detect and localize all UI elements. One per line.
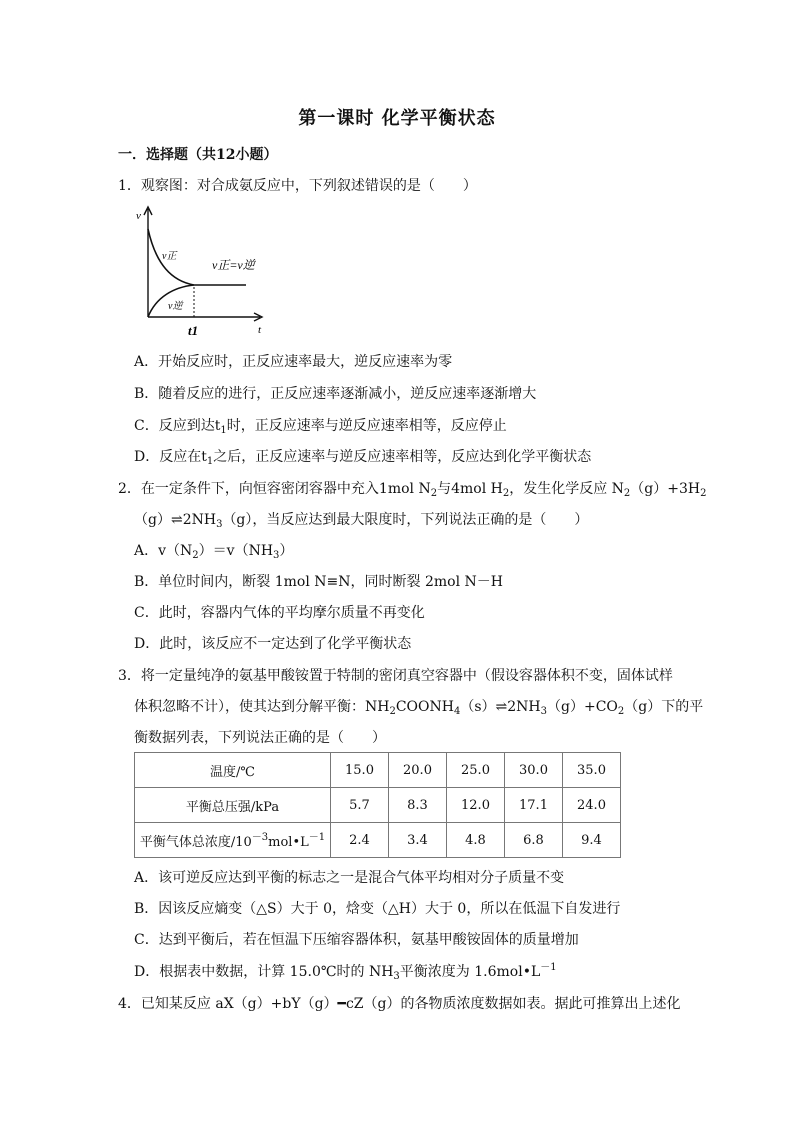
table-cell: 平衡总压强/kPa <box>135 788 331 823</box>
question-2-option-a: A．$v(N_2)=v(NH_3)$ <box>134 543 294 561</box>
table-cell: 8.3 <box>389 788 447 823</box>
table-cell: 17.1 <box>505 788 563 823</box>
question-3-stem-line-2: 体积忽略不计），使其达到分解平衡：$NH_2COONH_4(s)\rightleftharpoons 2NH_3(g)+CO_2(g)$下的平 <box>134 699 704 717</box>
question-2-option-d: D．此时，该反应不一定达到了化学平衡状态 <box>134 636 412 652</box>
graph-y-label: v <box>136 210 141 222</box>
question-1-option-b: B．随着反应的进行，正反应速率逐渐减小，逆反应速率逐渐增大 <box>134 386 537 402</box>
table-row <box>135 788 621 823</box>
question-3-stem-line-1: 3．将一定量纯净的氨基甲酸铵置于特制的密闭真空容器中（假设容器体积不变，固体试样 <box>118 668 673 684</box>
table-cell: 25.0 <box>447 753 505 788</box>
question-3-option-d: D．根据表中数据，计算 15.0℃时的 $NH_3$平衡浓度为 $1.6mol•L^{-1}$ <box>134 962 557 982</box>
question-2-stem-line-1: 2．在一定条件下，向恒容密闭容器中充入1mol $N_2$与4mol $H_2$，发生化学反应 $N_2(g)+3H_2$ <box>118 481 707 499</box>
table-cell: 5.7 <box>331 788 389 823</box>
section-heading: 一．选择题（共12小题） <box>118 147 278 163</box>
page-title: 第一课时 化学平衡状态 <box>298 108 496 129</box>
table-cell: 30.0 <box>505 753 563 788</box>
question-1-stem: 1．观察图：对合成氨反应中，下列叙述错误的是（ ） <box>118 178 477 194</box>
question-3-option-b: B．因该反应熵变（△S）大于 0，焓变（△H）大于 0，所以在低温下自发进行 <box>134 901 621 917</box>
question-4-stem-line-1: 4．已知某反应 aX（g）+bY（g）━cZ（g）的各物质浓度数据如表。据此可推算出上述化 <box>118 996 681 1012</box>
t1-label: t1 <box>188 323 199 338</box>
table-cell: 9.4 <box>563 823 621 858</box>
table-cell: 6.8 <box>505 823 563 858</box>
graph-x-label: t <box>258 324 262 336</box>
forward-rate-label: v正 <box>162 251 177 262</box>
question-3-option-c: C．达到平衡后，若在恒温下压缩容器体积，氨基甲酸铵固体的质量增加 <box>134 932 579 948</box>
table-cell: 3.4 <box>389 823 447 858</box>
reverse-rate-label: v逆 <box>168 301 183 312</box>
table-cell: 35.0 <box>563 753 621 788</box>
table-cell: 15.0 <box>331 753 389 788</box>
question-3-stem-line-3: 衡数据列表，下列说法正确的是（ ） <box>134 730 386 746</box>
rate-time-graph <box>134 205 274 340</box>
question-2-option-b: B．单位时间内，断裂 1mol N≡N，同时断裂 2mol N－H <box>134 574 503 590</box>
table-row <box>135 753 621 788</box>
table-cell: 20.0 <box>389 753 447 788</box>
question-1-option-c: C．反应到达$t_1$时，正反应速率与逆反应速率相等，反应停止 <box>134 418 507 436</box>
question-3-option-a: A．该可逆反应达到平衡的标志之一是混合气体平均相对分子质量不变 <box>134 870 565 886</box>
table-cell: 12.0 <box>447 788 505 823</box>
table-cell: 2.4 <box>331 823 389 858</box>
question-1-option-a: A．开始反应时，正反应速率最大，逆反应速率为零 <box>134 354 453 370</box>
table-cell: 4.8 <box>447 823 505 858</box>
question-1-option-d: D．反应在$t_1$之后，正反应速率与逆反应速率相等，反应达到化学平衡状态 <box>134 449 592 467</box>
table-cell: 平衡气体总浓度$/10^{-3}mol•L^{-1}$ <box>135 823 331 858</box>
table-cell: 温度/℃ <box>135 753 331 788</box>
table-row <box>135 823 621 858</box>
question-2-option-c: C．此时，容器内气体的平均摩尔质量不再变化 <box>134 605 425 621</box>
equilibrium-data-table <box>134 752 621 858</box>
table-cell: 24.0 <box>563 788 621 823</box>
question-2-stem-line-2: $(g)\rightleftharpoons 2NH_3(g)$，当反应达到最大限度时，下列说法正确的是（ ） <box>134 512 589 530</box>
equal-rate-label: v正=v逆 <box>212 258 255 272</box>
